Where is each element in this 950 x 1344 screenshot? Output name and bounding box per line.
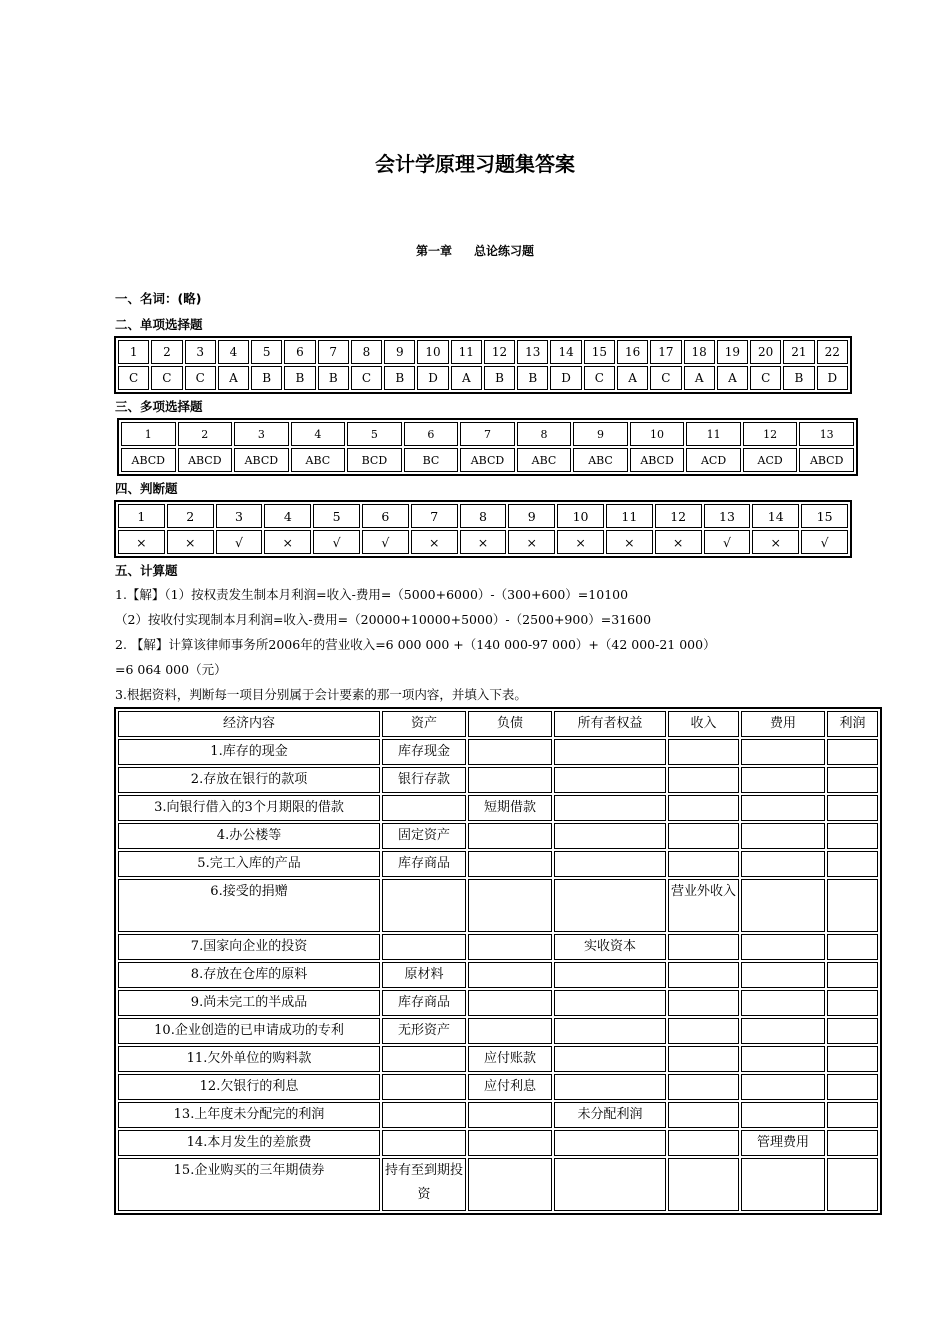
element-cell xyxy=(554,879,666,932)
element-cell xyxy=(668,1046,739,1072)
answer-cell: × xyxy=(606,530,653,554)
question-number: 4 xyxy=(291,422,346,446)
element-cell xyxy=(741,823,825,849)
item-description: 10.企业创造的已申请成功的专利 xyxy=(118,1018,380,1044)
element-cell: 实收资本 xyxy=(554,934,666,960)
table-row xyxy=(118,823,878,849)
chapter-heading xyxy=(0,242,950,259)
answer-cell: √ xyxy=(216,530,263,554)
question-number: 16 xyxy=(617,340,648,364)
element-cell xyxy=(468,934,552,960)
element-cell xyxy=(468,990,552,1016)
question-number: 15 xyxy=(801,504,848,528)
question-number: 1 xyxy=(118,504,165,528)
element-cell xyxy=(827,1074,878,1100)
element-cell xyxy=(382,879,466,932)
column-header: 负债 xyxy=(468,711,552,737)
element-cell xyxy=(554,851,666,877)
chapter-number: 第一章 xyxy=(415,244,452,258)
question-number: 2 xyxy=(151,340,182,364)
question-number: 11 xyxy=(606,504,653,528)
question-number: 7 xyxy=(460,422,515,446)
question-number: 22 xyxy=(817,340,848,364)
element-cell xyxy=(382,1130,466,1156)
element-cell xyxy=(741,851,825,877)
calc-line-2: （2）按收付实现制本月利润=收入-费用=（20000+10000+5000）-（2500+900）=31600 xyxy=(115,612,652,627)
question-number: 6 xyxy=(362,504,409,528)
answer-cell: × xyxy=(264,530,311,554)
element-cell xyxy=(827,767,878,793)
question-number: 5 xyxy=(347,422,402,446)
table-row xyxy=(118,962,878,988)
element-cell: 营业外收入 xyxy=(668,879,739,932)
element-cell xyxy=(668,990,739,1016)
table-header-row xyxy=(118,711,878,737)
table-row xyxy=(118,1018,878,1044)
element-cell xyxy=(668,1102,739,1128)
answer-cell: ABCD xyxy=(460,448,515,472)
element-cell xyxy=(554,1046,666,1072)
answer-cell: × xyxy=(557,530,604,554)
question-number: 5 xyxy=(313,504,360,528)
element-cell xyxy=(827,1130,878,1156)
table-row xyxy=(118,739,878,765)
table-row xyxy=(118,1046,878,1072)
element-cell xyxy=(468,879,552,932)
element-cell xyxy=(554,795,666,821)
question-number: 10 xyxy=(417,340,448,364)
answer-cell: A xyxy=(218,366,249,390)
element-cell: 无形资产 xyxy=(382,1018,466,1044)
calc-line-1: 1.【解】（1）按权责发生制本月利润=收入-费用=（5000+6000）-（300+600）=10100 xyxy=(115,587,629,602)
element-cell xyxy=(554,1130,666,1156)
element-cell xyxy=(554,823,666,849)
element-cell xyxy=(741,1102,825,1128)
item-description: 7.国家向企业的投资 xyxy=(118,934,380,960)
answer-cell: × xyxy=(508,530,555,554)
element-cell: 固定资产 xyxy=(382,823,466,849)
element-cell xyxy=(468,962,552,988)
item-description: 3.向银行借入的3个月期限的借款 xyxy=(118,795,380,821)
element-cell: 短期借款 xyxy=(468,795,552,821)
answer-cell: C xyxy=(118,366,149,390)
answer-cell: ABC xyxy=(573,448,628,472)
answer-cell: ABC xyxy=(517,448,572,472)
question-number: 10 xyxy=(557,504,604,528)
answer-cell: BCD xyxy=(347,448,402,472)
table-row xyxy=(118,1158,878,1211)
element-cell: 管理费用 xyxy=(741,1130,825,1156)
item-description: 13.上年度未分配完的利润 xyxy=(118,1102,380,1128)
answer-cell: C xyxy=(750,366,781,390)
chapter-name: 总论练习题 xyxy=(474,244,535,258)
answer-row xyxy=(121,448,854,472)
table-row xyxy=(118,1102,878,1128)
answer-cell: C xyxy=(151,366,182,390)
element-cell xyxy=(668,1074,739,1100)
element-cell: 未分配利润 xyxy=(554,1102,666,1128)
element-cell xyxy=(382,1046,466,1072)
question-number: 8 xyxy=(351,340,382,364)
element-cell xyxy=(827,795,878,821)
column-header: 利润 xyxy=(827,711,878,737)
question-number: 1 xyxy=(121,422,176,446)
calc-line-4: =6 064 000（元） xyxy=(115,662,227,677)
document-title: 会计学原理习题集答案 xyxy=(375,152,575,176)
question-number: 9 xyxy=(508,504,555,528)
item-description: 14.本月发生的差旅费 xyxy=(118,1130,380,1156)
answer-cell: × xyxy=(752,530,799,554)
table-row xyxy=(118,990,878,1016)
question-number: 17 xyxy=(650,340,681,364)
answer-cell: ABCD xyxy=(121,448,176,472)
element-cell xyxy=(468,1102,552,1128)
element-cell xyxy=(668,1018,739,1044)
element-cell xyxy=(668,739,739,765)
element-cell xyxy=(741,1018,825,1044)
answer-cell: A xyxy=(451,366,482,390)
single-choice-table xyxy=(114,336,852,394)
column-header: 经济内容 xyxy=(118,711,380,737)
answer-cell: ABCD xyxy=(234,448,289,472)
element-cell xyxy=(741,767,825,793)
answer-cell: A xyxy=(684,366,715,390)
answer-cell: √ xyxy=(801,530,848,554)
element-cell xyxy=(468,1018,552,1044)
element-cell xyxy=(382,1102,466,1128)
element-cell xyxy=(554,1018,666,1044)
section-multi-choice: 三、多项选择题 xyxy=(115,399,203,414)
element-cell xyxy=(827,1102,878,1128)
element-cell xyxy=(668,1130,739,1156)
element-cell xyxy=(741,1074,825,1100)
element-cell xyxy=(741,795,825,821)
element-cell: 原材料 xyxy=(382,962,466,988)
question-number-row xyxy=(121,422,854,446)
table-row xyxy=(118,934,878,960)
table-row xyxy=(118,767,878,793)
item-description: 5.完工入库的产品 xyxy=(118,851,380,877)
element-cell xyxy=(554,767,666,793)
answer-cell: C xyxy=(584,366,615,390)
question-number: 9 xyxy=(384,340,415,364)
question-number: 15 xyxy=(584,340,615,364)
item-description: 12.欠银行的利息 xyxy=(118,1074,380,1100)
question-number: 4 xyxy=(218,340,249,364)
question-number: 13 xyxy=(704,504,751,528)
answer-cell: C xyxy=(650,366,681,390)
element-cell xyxy=(468,1158,552,1211)
element-cell xyxy=(827,823,878,849)
question-number: 12 xyxy=(484,340,515,364)
answer-cell: A xyxy=(617,366,648,390)
element-cell xyxy=(554,1074,666,1100)
answer-cell: ABC xyxy=(291,448,346,472)
answer-cell: D xyxy=(550,366,581,390)
answer-cell: × xyxy=(655,530,702,554)
answer-cell: B xyxy=(517,366,548,390)
element-cell xyxy=(741,934,825,960)
element-cell: 持有至到期投资 xyxy=(382,1158,466,1211)
element-cell xyxy=(468,1130,552,1156)
item-description: 15.企业购买的三年期债券 xyxy=(118,1158,380,1211)
table-row xyxy=(118,1074,878,1100)
element-cell xyxy=(554,962,666,988)
question-number: 20 xyxy=(750,340,781,364)
answer-row xyxy=(118,366,848,390)
answer-cell: ABCD xyxy=(630,448,685,472)
answer-cell: √ xyxy=(362,530,409,554)
element-cell xyxy=(741,990,825,1016)
question-number: 1 xyxy=(118,340,149,364)
element-cell: 库存商品 xyxy=(382,851,466,877)
item-description: 11.欠外单位的购料款 xyxy=(118,1046,380,1072)
element-cell xyxy=(382,1074,466,1100)
calc-line-5: 3.根据资料，判断每一项目分别属于会计要素的那一项内容，并填入下表。 xyxy=(115,687,527,702)
answer-cell: × xyxy=(411,530,458,554)
question-number: 12 xyxy=(743,422,798,446)
section-calculation: 五、计算题 xyxy=(115,563,178,578)
question-number: 6 xyxy=(284,340,315,364)
true-false-table xyxy=(114,500,852,558)
answer-cell: D xyxy=(817,366,848,390)
element-cell xyxy=(554,990,666,1016)
section-terms: 一、名词：(略) xyxy=(115,291,202,306)
answer-cell: A xyxy=(717,366,748,390)
answer-cell: ACD xyxy=(743,448,798,472)
question-number: 11 xyxy=(686,422,741,446)
column-header: 资产 xyxy=(382,711,466,737)
answer-cell: BC xyxy=(404,448,459,472)
answer-row xyxy=(118,530,848,554)
element-cell xyxy=(382,795,466,821)
question-number: 3 xyxy=(216,504,263,528)
element-cell xyxy=(827,1018,878,1044)
question-number: 13 xyxy=(517,340,548,364)
element-cell: 应付利息 xyxy=(468,1074,552,1100)
answer-cell: √ xyxy=(704,530,751,554)
question-number: 2 xyxy=(167,504,214,528)
item-description: 2.存放在银行的款项 xyxy=(118,767,380,793)
calc-line-3: 2. 【解】计算该律师事务所2006年的营业收入=6 000 000 +（140 000-97 000）+（42 000-21 000） xyxy=(115,637,716,652)
question-number: 6 xyxy=(404,422,459,446)
element-cell xyxy=(827,851,878,877)
question-number: 3 xyxy=(234,422,289,446)
multi-choice-table xyxy=(117,418,858,476)
element-cell xyxy=(741,962,825,988)
question-number: 21 xyxy=(783,340,814,364)
element-cell xyxy=(468,851,552,877)
element-cell xyxy=(827,739,878,765)
question-number: 8 xyxy=(460,504,507,528)
column-header: 所有者权益 xyxy=(554,711,666,737)
question-number: 7 xyxy=(318,340,349,364)
section-true-false: 四、判断题 xyxy=(115,481,178,496)
column-header: 收入 xyxy=(668,711,739,737)
answer-cell: B xyxy=(251,366,282,390)
question-number: 7 xyxy=(411,504,458,528)
question-number: 9 xyxy=(573,422,628,446)
answer-cell: B xyxy=(783,366,814,390)
answer-cell: × xyxy=(167,530,214,554)
element-cell xyxy=(668,851,739,877)
element-cell xyxy=(827,1158,878,1211)
element-cell xyxy=(827,879,878,932)
element-cell: 银行存款 xyxy=(382,767,466,793)
answer-cell: D xyxy=(417,366,448,390)
question-number: 13 xyxy=(799,422,854,446)
element-cell xyxy=(382,934,466,960)
question-number: 14 xyxy=(550,340,581,364)
item-description: 1.库存的现金 xyxy=(118,739,380,765)
element-cell xyxy=(668,1158,739,1211)
element-cell xyxy=(668,962,739,988)
table-row xyxy=(118,795,878,821)
element-cell xyxy=(668,795,739,821)
item-description: 9.尚未完工的半成品 xyxy=(118,990,380,1016)
accounting-elements-table xyxy=(114,707,882,1215)
question-number: 8 xyxy=(517,422,572,446)
answer-cell: B xyxy=(484,366,515,390)
column-header: 费用 xyxy=(741,711,825,737)
question-number: 4 xyxy=(264,504,311,528)
answer-cell: × xyxy=(460,530,507,554)
element-cell xyxy=(827,990,878,1016)
element-cell xyxy=(827,934,878,960)
question-number: 12 xyxy=(655,504,702,528)
answer-cell: C xyxy=(185,366,216,390)
answer-cell: B xyxy=(318,366,349,390)
element-cell: 库存现金 xyxy=(382,739,466,765)
question-number: 5 xyxy=(251,340,282,364)
element-cell xyxy=(741,1158,825,1211)
element-cell xyxy=(468,739,552,765)
item-description: 6.接受的捐赠 xyxy=(118,879,380,932)
element-cell xyxy=(468,767,552,793)
element-cell xyxy=(468,823,552,849)
question-number: 3 xyxy=(185,340,216,364)
item-description: 8.存放在仓库的原料 xyxy=(118,962,380,988)
element-cell xyxy=(668,823,739,849)
question-number: 11 xyxy=(451,340,482,364)
question-number: 14 xyxy=(752,504,799,528)
element-cell xyxy=(741,739,825,765)
answer-cell: B xyxy=(384,366,415,390)
element-cell xyxy=(827,962,878,988)
answer-cell: √ xyxy=(313,530,360,554)
question-number-row xyxy=(118,504,848,528)
answer-cell: C xyxy=(351,366,382,390)
element-cell xyxy=(668,934,739,960)
question-number-row xyxy=(118,340,848,364)
element-cell xyxy=(741,879,825,932)
element-cell xyxy=(827,1046,878,1072)
element-cell xyxy=(741,1046,825,1072)
element-cell xyxy=(554,739,666,765)
question-number: 18 xyxy=(684,340,715,364)
element-cell: 库存商品 xyxy=(382,990,466,1016)
element-cell xyxy=(554,1158,666,1211)
table-row xyxy=(118,851,878,877)
question-number: 19 xyxy=(717,340,748,364)
table-row xyxy=(118,1130,878,1156)
answer-cell: ABCD xyxy=(799,448,854,472)
item-description: 4.办公楼等 xyxy=(118,823,380,849)
answer-cell: × xyxy=(118,530,165,554)
section-single-choice: 二、单项选择题 xyxy=(115,317,203,332)
answer-cell: B xyxy=(284,366,315,390)
element-cell: 应付账款 xyxy=(468,1046,552,1072)
table-row xyxy=(118,879,878,932)
question-number: 2 xyxy=(178,422,233,446)
answer-cell: ABCD xyxy=(178,448,233,472)
answer-cell: ACD xyxy=(686,448,741,472)
question-number: 10 xyxy=(630,422,685,446)
element-cell xyxy=(668,767,739,793)
